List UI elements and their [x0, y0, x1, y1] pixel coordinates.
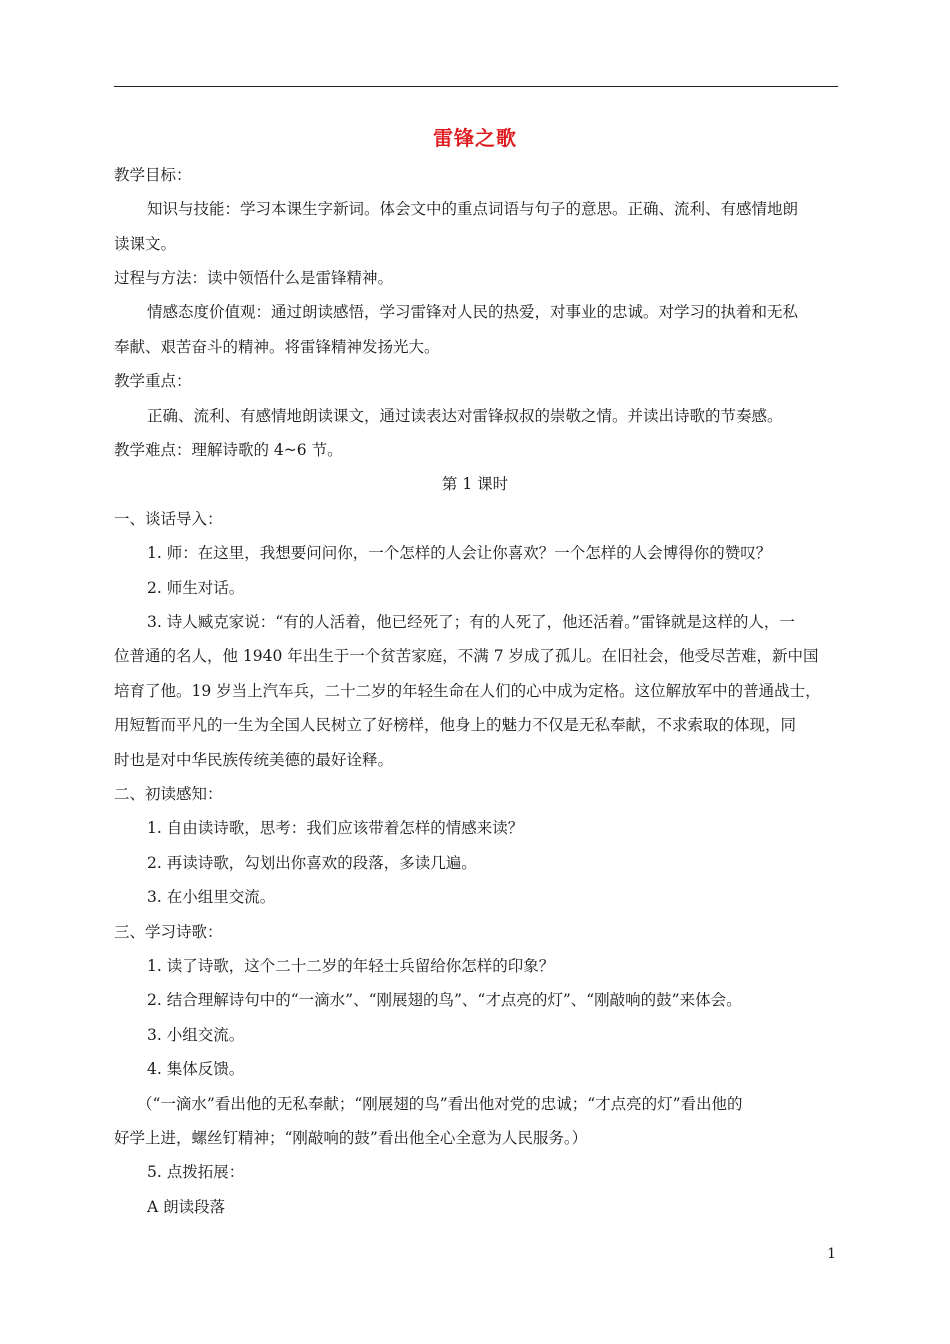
- section-heading: 教学重点：: [114, 372, 192, 390]
- paragraph-line: （“一滴水”看出他的无私奉献；“刚展翅的鸟”看出他对党的忠诚；“才点亮的灯”看出他的: [137, 1095, 743, 1113]
- list-item: 4. 集体反馈。: [147, 1060, 245, 1078]
- list-item: 3. 诗人臧克家说：“有的人活着，他已经死了；有的人死了，他还活着。”雷锋就是这样的人，一: [147, 613, 795, 631]
- paragraph-line: 过程与方法：读中领悟什么是雷锋精神。: [114, 269, 394, 287]
- paragraph-line: 读课文。: [114, 235, 177, 253]
- header-rule: [114, 86, 838, 87]
- paragraph-line: 知识与技能：学习本课生字新词。体会文中的重点词语与句子的意思。正确、流利、有感情地朗: [147, 200, 799, 218]
- paragraph-line: 奉献、艰苦奋斗的精神。将雷锋精神发扬光大。: [114, 338, 440, 356]
- paragraph-line: 用短暂而平凡的一生为全国人民树立了好榜样，他身上的魅力不仅是无私奉献，不求索取的体现，同: [114, 716, 797, 734]
- section-heading: 一、谈话导入：: [114, 510, 223, 528]
- list-item: 2. 师生对话。: [147, 579, 245, 597]
- paragraph-line: 时也是对中华民族传统美德的最好诠释。: [114, 751, 394, 769]
- paragraph-line: 好学上进，螺丝钉精神；“刚敲响的鼓”看出他全心全意为人民服务。）: [114, 1129, 588, 1147]
- list-item: A 朗读段落: [147, 1198, 226, 1216]
- paragraph-line: 培育了他。19 岁当上汽车兵，二十二岁的年轻生命在人们的心中成为定格。这位解放军中的普通战士，: [114, 682, 821, 700]
- list-item: 1. 自由读诗歌，思考：我们应该带着怎样的情感来读？: [147, 819, 524, 837]
- list-item: 3. 在小组里交流。: [147, 888, 276, 906]
- section-heading: 教学难点：理解诗歌的 4~6 节。: [114, 441, 343, 459]
- list-item: 3. 小组交流。: [147, 1026, 245, 1044]
- section-heading: 二、初读感知：: [114, 785, 223, 803]
- section-heading: 三、学习诗歌：: [114, 923, 223, 941]
- paragraph-line: 正确、流利、有感情地朗读课文，通过读表达对雷锋叔叔的崇敬之情。并读出诗歌的节奏感。: [147, 407, 783, 425]
- paragraph-line: 位普通的名人，他 1940 年出生于一个贫苦家庭，不满 7 岁成了孤儿。在旧社会，他受尽苦难，新中国: [114, 647, 819, 665]
- list-item: 5. 点拨拓展：: [147, 1163, 245, 1181]
- section-heading: 教学目标：: [114, 166, 192, 184]
- paragraph-line: 情感态度价值观：通过朗读感悟，学习雷锋对人民的热爱，对事业的忠诚。对学习的执着和无私: [147, 303, 799, 321]
- document-title: 雷锋之歌: [433, 126, 517, 150]
- page-number: 1: [827, 1246, 836, 1262]
- list-item: 1. 师：在这里，我想要问问你，一个怎样的人会让你喜欢？一个怎样的人会博得你的赞叹？: [147, 544, 772, 562]
- list-item: 2. 结合理解诗句中的“一滴水”、“刚展翅的鸟”、“才点亮的灯”、“刚敲响的鼓”来体会。: [147, 991, 742, 1009]
- list-item: 2. 再读诗歌，勾划出你喜欢的段落，多读几遍。: [147, 854, 477, 872]
- lesson-heading: 第 1 课时: [441, 475, 509, 493]
- list-item: 1. 读了诗歌，这个二十二岁的年轻士兵留给你怎样的印象？: [147, 957, 555, 975]
